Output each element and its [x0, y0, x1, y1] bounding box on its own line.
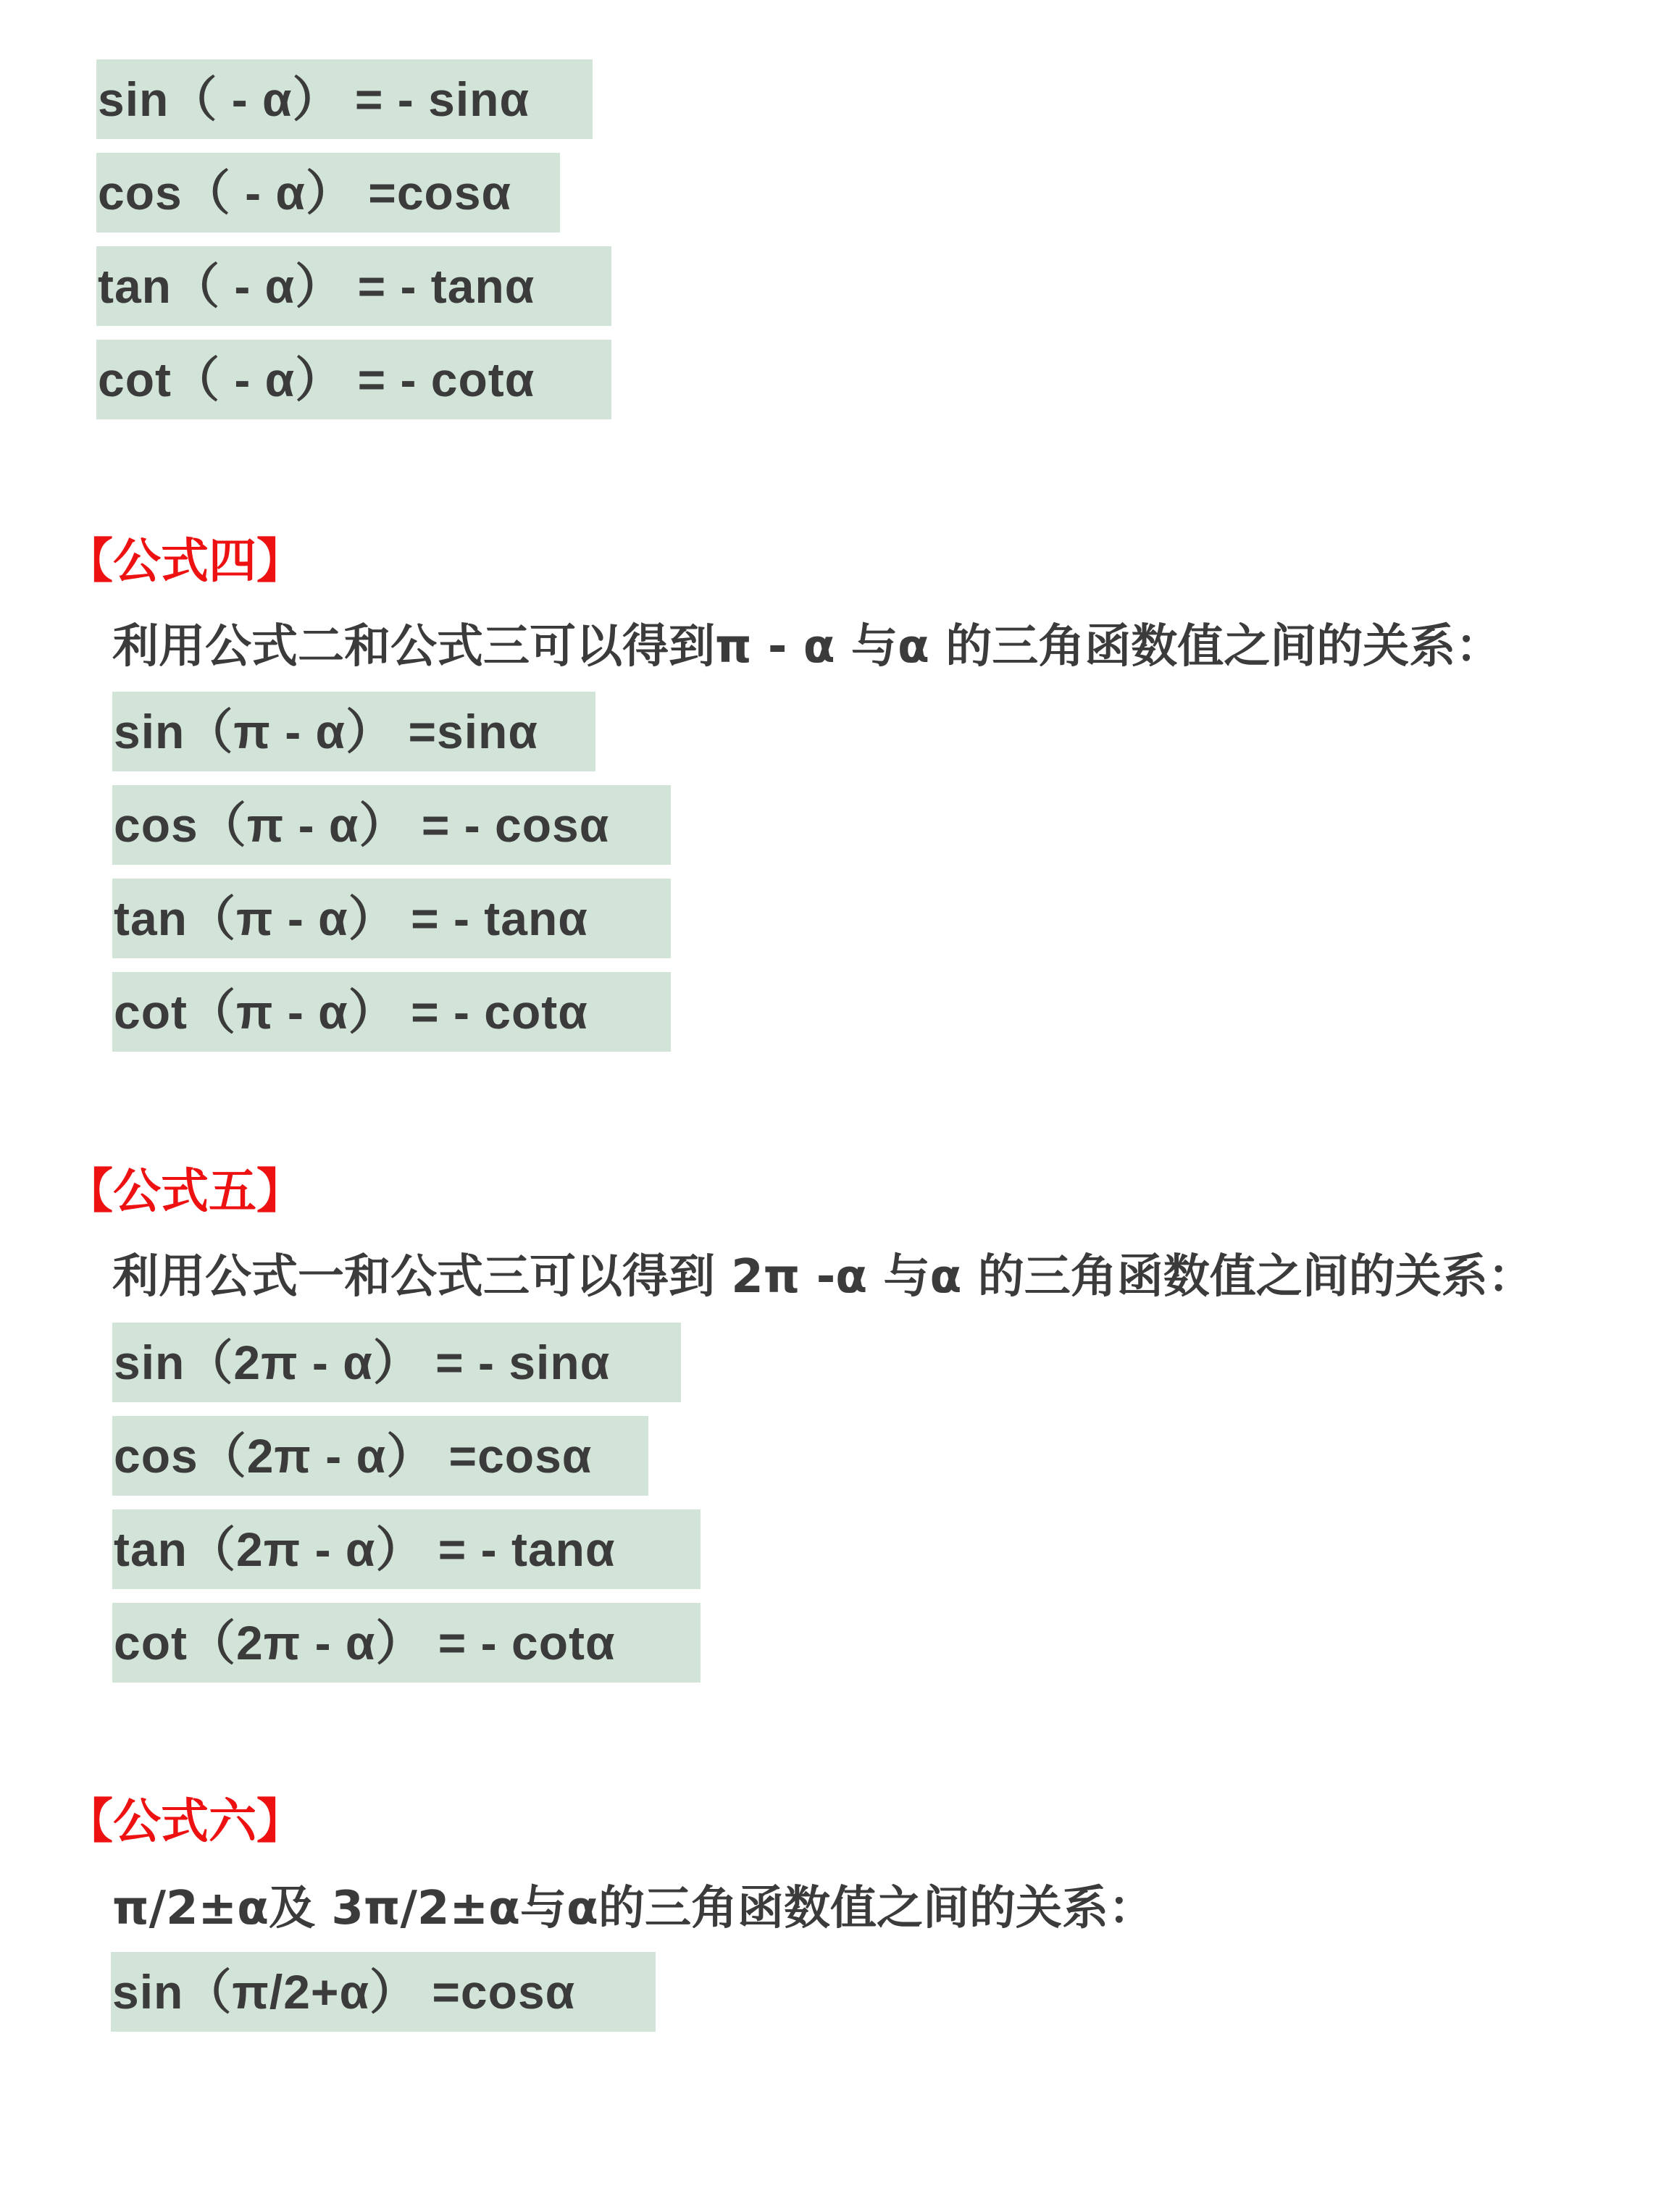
heading-formula-4: 【公式四】	[65, 533, 304, 589]
formula-cos-2pi-minus-alpha: cos（2π - α） =cosα	[112, 1416, 648, 1496]
formula-tan-pi-minus-alpha: tan（π - α） = - tanα	[112, 879, 671, 958]
desc-formula-5: 利用公式一和公式三可以得到 2π -α 与α 的三角函数值之间的关系：	[112, 1250, 1534, 1304]
formula-tan-neg-alpha: tan（ - α） = - tanα	[96, 246, 611, 326]
desc-formula-4: 利用公式二和公式三可以得到π - α 与α 的三角函数值之间的关系：	[112, 620, 1502, 674]
formula-cos-pi-minus-alpha: cos（π - α） = - cosα	[112, 785, 671, 865]
formula-cot-pi-minus-alpha: cot（π - α） = - cotα	[112, 972, 671, 1052]
heading-formula-5: 【公式五】	[65, 1163, 304, 1219]
desc-formula-6: π/2±α及 3π/2±α与α的三角函数值之间的关系：	[112, 1882, 1155, 1935]
formula-sin-half-pi-plus-alpha: sin（π/2+α） =cosα	[111, 1952, 656, 2032]
formula-sin-pi-minus-alpha: sin（π - α） =sinα	[112, 692, 595, 771]
formula-cot-neg-alpha: cot（ - α） = - cotα	[96, 340, 611, 419]
formula-cos-neg-alpha: cos（ - α） =cosα	[96, 153, 560, 232]
formula-sin-neg-alpha: sin（ - α） = - sinα	[96, 59, 593, 139]
formula-sin-2pi-minus-alpha: sin（2π - α） = - sinα	[112, 1323, 681, 1402]
formula-cot-2pi-minus-alpha: cot（2π - α） = - cotα	[112, 1603, 701, 1683]
heading-formula-6: 【公式六】	[65, 1793, 304, 1849]
formula-tan-2pi-minus-alpha: tan（2π - α） = - tanα	[112, 1509, 701, 1589]
